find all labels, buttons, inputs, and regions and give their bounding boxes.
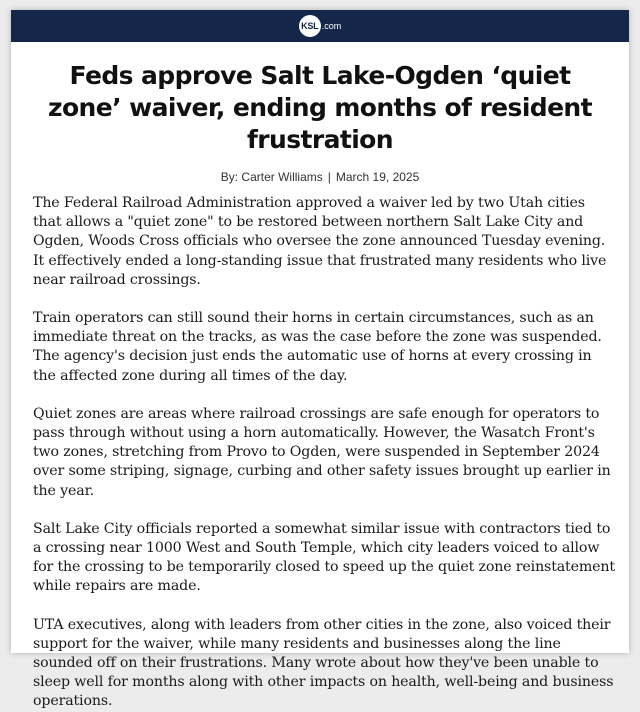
article-byline	[11, 170, 629, 184]
article-body	[33, 194, 615, 712]
ksl-logo-suffix: .com	[321, 21, 342, 31]
ksl-logo-badge: KSL	[299, 15, 321, 37]
article-paragraph: Train operators can still sound their horns in certain circumstances, such as an immediate threat on the tracks, as was the case before the zone was suspended. The agency's decision just ends the automatic use of horns at every crossing in the affected zone during all times of the day.	[33, 310, 602, 384]
site-header-bar	[11, 10, 629, 42]
byline-author: By: Carter Williams	[220, 170, 323, 184]
byline-date: March 19, 2025	[335, 170, 420, 184]
article-paragraph: UTA executives, along with leaders from other cities in the zone, also voiced their support for the waiver, while many residents and businesses along the line sounded off on their frustrations. Many wrote about how they've been unable to sleep well for months along with other impacts on health, well-being and business operations.	[33, 616, 614, 710]
article-card	[11, 10, 629, 710]
article-paragraph: Quiet zones are areas where railroad crossings are safe enough for operators to pass through without using a horn automatically. However, the Wasatch Front's two zones, stretching from Provo to Ogden, were suspended in September 2024 over some striping, signage, curbing and other safety issues brought up earlier in the year.	[33, 405, 611, 499]
article-paragraph: Salt Lake City officials reported a somewhat similar issue with contractors tied to a crossing near 1000 West and South Temple, which city leaders voiced to allow for the crossing to be temporarily closed to speed up the quiet zone reinstatement while repairs are made.	[33, 520, 615, 595]
ksl-logo[interactable]	[299, 15, 342, 37]
article-headline: Feds approve Salt Lake-Ogden ‘quiet zone’ waiver, ending months of resident frustration	[48, 61, 592, 154]
byline-separator: |	[327, 170, 331, 184]
article-paragraph: The Federal Railroad Administration approved a waiver led by two Utah cities that allows a "quiet zone" to be restored between northern Salt Lake City and Ogden, Woods Cross officials who oversee the zone announced Tuesday evening. It effectively ended a long-standing issue that frustrated many residents who live near railroad crossings.	[33, 195, 607, 288]
